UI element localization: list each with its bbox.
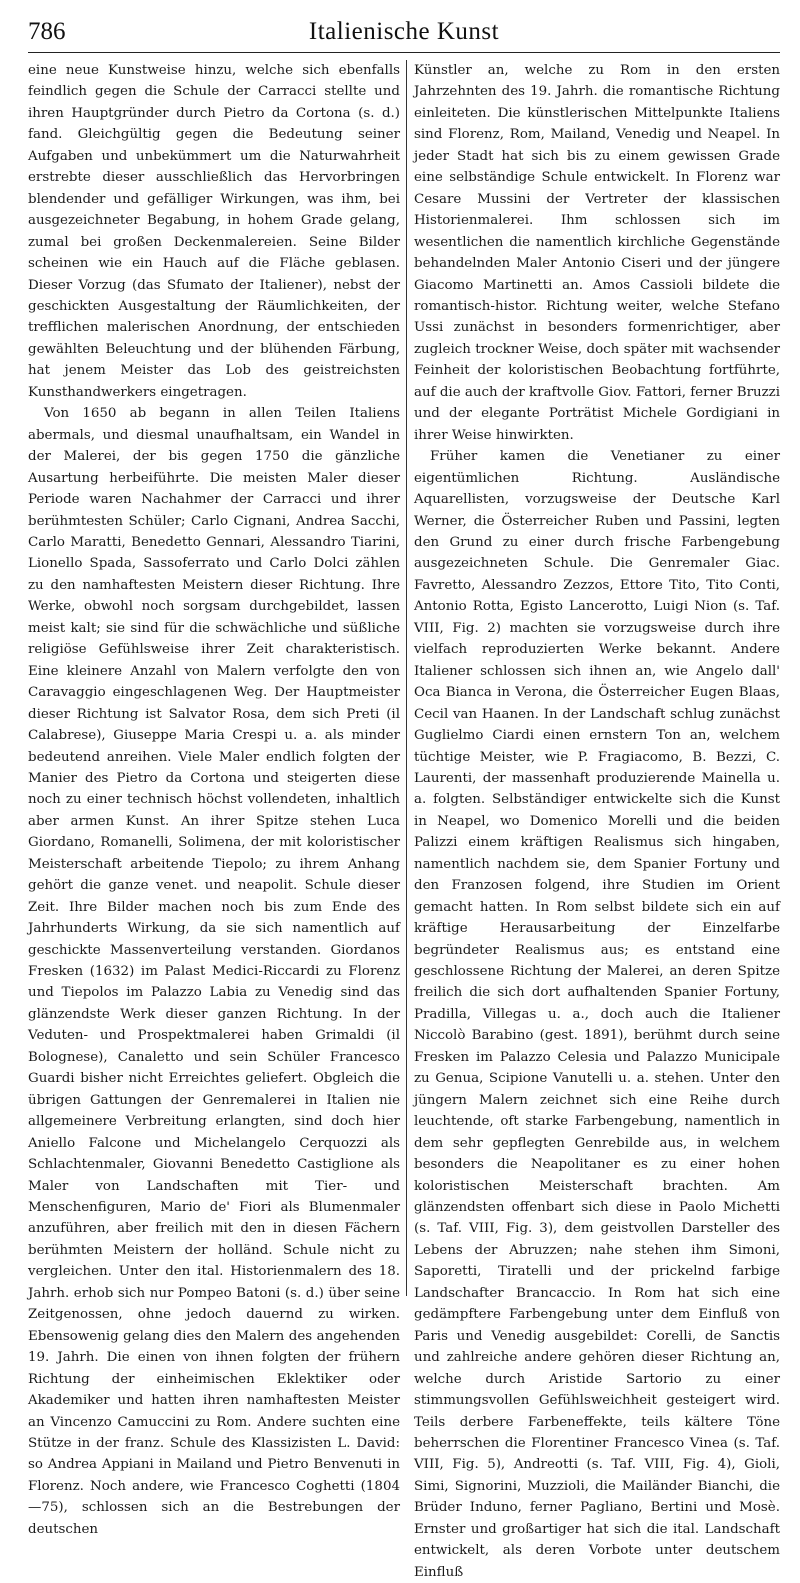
paragraph: Von 1650 ab begann in allen Teilen Italiens abermals, und diesmal unaufhaltsam, ein Wandel in der Malerei, der bis gegen 1750 die gänzliche Ausartung herbeiführte. Die meisten Maler dieser Periode waren Nachahmer der Carracci und ihrer berühmtesten Schüler; Carlo Cignani, Andrea Sacchi, Carlo Maratti, Benedetto Gennari, Alessandro Tiarini, Lionello Spada, Sassoferrato und Carlo Dolci zählen zu den namhaftesten Meistern dieser Richtung. Ihre Werke, obwohl noch sorgsam durchgebildet, lassen meist kalt; sie sind für die schwächliche und süßliche religiöse Gefühlsweise ihrer Zeit charakteristisch. Eine kleinere Anzahl von Malern verfolgte den von Caravaggio eingeschlagenen Weg. Der Hauptmeister dieser Richtung ist Salvator Rosa, dem sich Preti (il Calabrese), Giuseppe Maria Crespi u. a. als minder bedeutend anreihen. Viele Maler endlich folgten der Manier des Pietro da Cortona und steigerten diese noch zu einer technisch höchst vollendeten, inhaltlich aber armen Kunst. An ihrer Spitze stehen Luca Giordano, Romanelli, Solimena, der mit koloristischer Meisterschaft arbeitende Tiepolo; zu ihrem Anhang gehört die ganze venet. und neapolit. Schule dieser Zeit. Ihre Bilder machen noch bis zum Ende des Jahrhunderts Wirkung, da sie sich namentlich auf geschickte Massenverteilung verstanden. Giordanos Fresken (1632) im Palast Medici-Riccardi zu Florenz und Tiepolos im Palazzo Labia zu Venedig sind das glänzendste Werk dieser ganzen Richtung. In der Veduten- und Prospektmalerei haben Grimaldi (il Bolognese), Canaletto und sein Schüler Francesco Guardi bisher nicht Erreichtes geliefert. Obgleich die übrigen Gattungen der Genremalerei in Italien nie allgemeinere Verbreitung erlangten, sind doch hier Aniello Falcone und Michelangelo Cerquozzi als Schlachtenmaler, Giovanni Benedetto Castiglione als Maler von Landschaften mit Tier- und Menschenfiguren, Mario de' Fiori als Blumenmaler anzuführen, aber freilich mit den in diesen Fächern berühmten Meistern der holländ. Schule nicht zu vergleichen. Unter den ital. Historienmalern des 18. Jahrh. erhob sich nur Pompeo Batoni (s. d.) über seine Zeitgenossen, ohne jedoch dauernd zu wirken. Ebensowenig gelang dies den Malern des angehenden 19. Jahrh. Die einen von ihnen folgten der frühern Richtung der einheimischen Eklektiker oder Akademiker und hatten ihren namhaftesten Meister an Vincenzo Camuccini zu Rom. Andere suchten eine Stütze in der franz. Schule des Klassizisten L. David: so Andrea Appiani in Mailand und Pietro Benvenuti in Florenz. Noch andere, wie Francesco Coghetti (1804—75), schlossen sich an die Bestrebungen der deutschen bbox=[28, 406, 400, 1537]
right-column bbox=[414, 60, 780, 1580]
page-header bbox=[28, 12, 780, 53]
page-number: 786 bbox=[28, 18, 66, 45]
column-divider bbox=[406, 60, 407, 1296]
left-column bbox=[28, 60, 400, 1537]
paragraph: Künstler an, welche zu Rom in den ersten Jahrzehnten des 19. Jahrh. die romantische Richtung einleiteten. Die künstlerischen Mittelpunkte Italiens sind Florenz, Rom, Mailand, Venedig und Neapel. In jeder Stadt hat sich bis zu einem gewissen Grade eine selbständige Schule entwickelt. In Florenz war Cesare Mussini der Vertreter der klassischen Historienmalerei. Ihm schlossen sich im wesentlichen die namentlich kirchliche Gegenstände behandelnden Maler Antonio Ciseri und der jüngere Giacomo Martinetti an. Amos Cassioli bildete die romantisch-histor. Richtung weiter, welche Stefano Ussi zunächst in besonders formenrichtiger, aber zugleich trockner Weise, doch später mit wachsender Feinheit der koloristischen Beobachtung fortführte, auf die auch der kraftvolle Giov. Fattori, ferner Bruzzi und der elegante Porträtist Michele Gordigiani in ihrer Weise hinwirkten. bbox=[414, 63, 780, 443]
paragraph: eine neue Kunstweise hinzu, welche sich ebenfalls feindlich gegen die Schule der Carracci stellte und ihren Hauptgründer durch Pietro da Cortona (s. d.) fand. Gleichgültig gegen die Bedeutung seiner Aufgaben und unbekümmert um die Naturwahrheit erstrebte dieser ausschließlich das Hervorbringen blendender und gefälliger Wirkungen, was ihm, bei ausgezeichneter Begabung, in hohem Grade gelang, zumal bei großen Deckenmalereien. Seine Bilder scheinen wie ein Hauch auf die Fläche geblasen. Dieser Vorzug (das Sfumato der Italiener), nebst der geschickten Ausgestaltung der Räumlichkeiten, der trefflichen malerischen Anordnung, der entschieden gewählten Beleuchtung und der blühenden Färbung, hat jenem Meister das Lob des geistreichsten Kunsthandwerkers eingetragen. bbox=[28, 63, 400, 400]
paragraph: Früher kamen die Venetianer zu einer eigentümlichen Richtung. Ausländische Aquarellisten, vorzugsweise der Deutsche Karl Werner, die Österreicher Ruben und Passini, legten den Grund zu einer durch frische Farbengebung ausgezeichneten Schule. Die Genremaler Giac. Favretto, Alessandro Zezzos, Ettore Tito, Tito Conti, Antonio Rotta, Egisto Lancerotto, Luigi Nion (s. Taf. VIII, Fig. 2) machten sie vorzugsweise durch ihre vielfach reproduzierten Werke bekannt. Andere Italiener schlossen sich ihnen an, wie Angelo dall' Oca Bianca in Verona, die Österreicher Eugen Blaas, Cecil van Haanen. In der Landschaft schlug zunächst Guglielmo Ciardi einen ernstern Ton an, welchem tüchtige Meister, wie P. Fragiacomo, B. Bezzi, C. Laurenti, der massenhaft produzierende Mainella u. a. folgten. Selbständiger entwickelte sich die Kunst in Neapel, wo Domenico Morelli und die beiden Palizzi einem kräftigen Realismus sich hingaben, namentlich nachdem sie, dem Spanier Fortuny und den Franzosen folgend, ihre Studien im Orient gemacht hatten. In Rom selbst bildete sich ein auf kräftige Herausarbeitung der Einzelfarbe begründeter Realismus aus; es entstand eine geschlossene Richtung der Malerei, an deren Spitze freilich die sich dort aufhaltenden Spanier Fortuny, Pradilla, Villegas u. a., doch auch die Italiener Niccolò Barabino (gest. 1891), berühmt durch seine Fresken im Palazzo Celesia und Palazzo Municipale zu Genua, Scipione Vanutelli u. a. stehen. Unter den jüngern Malern zeichnet sich eine Reihe durch leuchtende, oft starke Farbengebung, namentlich in dem sehr gepflegten Genrebilde aus, in welchem besonders die Neapolitaner es zu einer hohen koloristischen Meisterschaft brachten. Am glänzendsten offenbart sich diese in Paolo Michetti (s. Taf. VIII, Fig. 3), dem geistvollen Darsteller des Lebens der Abruzzen; nahe stehen ihm Simoni, Saporetti, Tiratelli und der prickelnd farbige Landschafter Brancaccio. In Rom hat sich eine gedämpftere Farbengebung unter dem Einfluß von Paris und Venedig ausgebildet: Corelli, de Sanctis und zahlreiche andere gehören dieser Richtung an, welche durch Aristide Sartorio zu einer stimmungsvollen Gefühlsweichheit gesteigert wird. Teils derbere Farbeneffekte, teils kältere Töne beherrschen die Florentiner Francesco Vinea (s. Taf. VIII, Fig. 5), Andreotti (s. Taf. VIII, Fig. 4), Gioli, Simi, Signorini, Muzzioli, die Mailänder Bianchi, die Brüder Induno, ferner Pagliano, Bertini und Mosè. Ernster und großartiger hat sich die ital. Landschaft entwickelt, als deren Vorbote unter deutschem Einfluß bbox=[414, 449, 780, 1580]
running-title: Italienische Kunst bbox=[308, 18, 500, 45]
